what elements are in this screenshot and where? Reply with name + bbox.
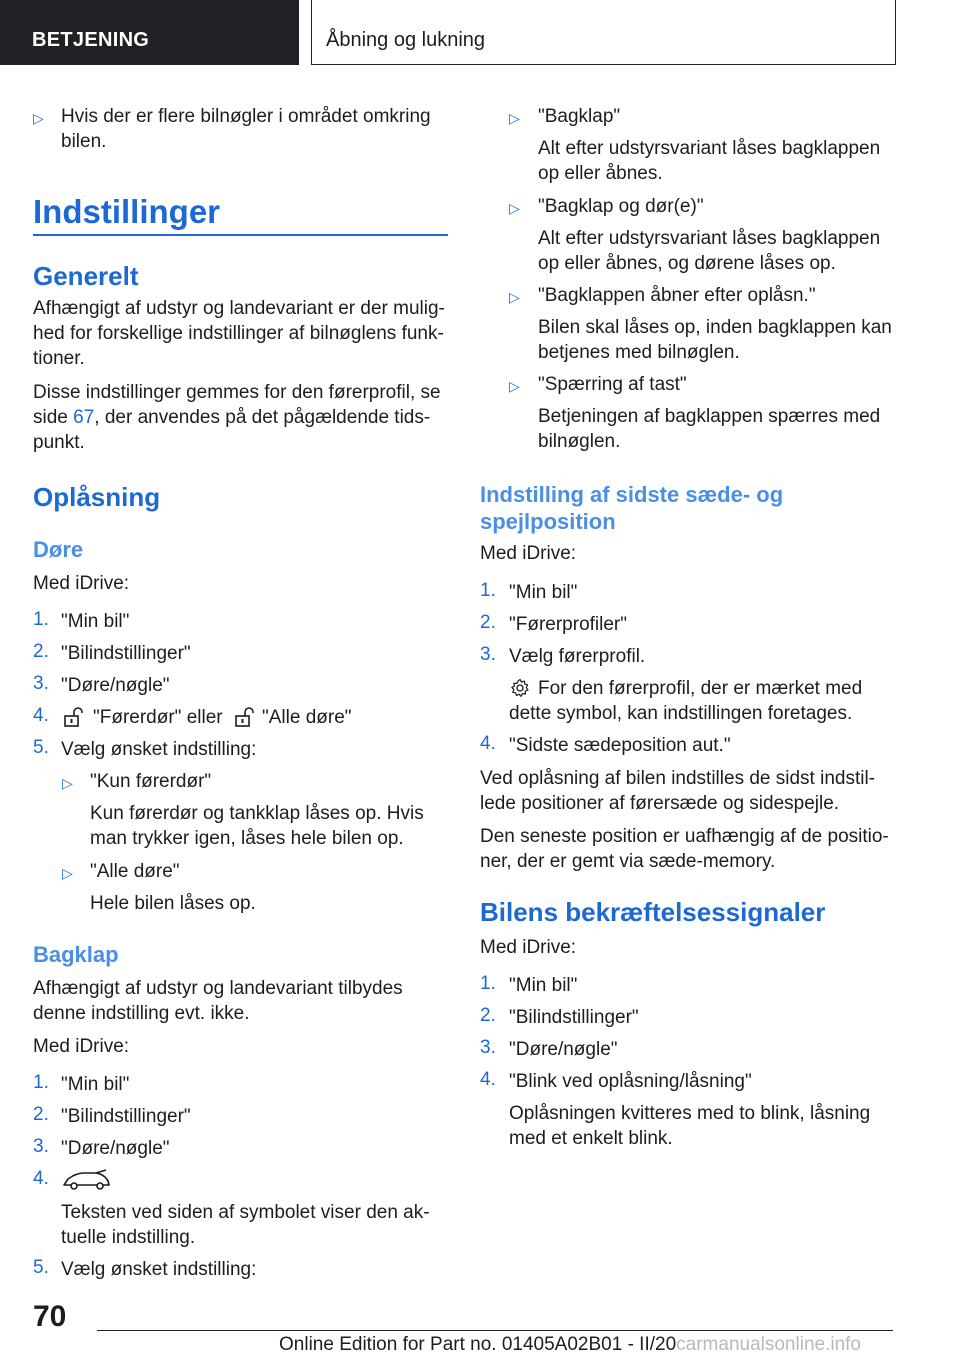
footer-rule	[97, 1330, 893, 1331]
paragraph-line: hed for forskellige indstillinger af bilnøglens funk-	[33, 323, 444, 344]
step-text: "Døre/nøgle"	[61, 675, 170, 696]
step-number: 1.	[480, 973, 496, 994]
unlock-door-icon	[62, 706, 84, 728]
heading-generelt: Generelt	[33, 261, 139, 291]
text: side	[33, 407, 74, 428]
triangle-icon: ▷	[509, 200, 520, 216]
option-desc: Betjeningen af bagklappen spærres med	[538, 406, 881, 427]
chapter-title: Åbning og lukning	[311, 0, 896, 65]
triangle-icon: ▷	[62, 775, 73, 791]
paragraph-line: Disse indstillinger gemmes for den førerprofil, se	[33, 382, 441, 403]
text: , der anvendes på det pågældende tids-	[94, 407, 431, 428]
med-idrive: Med iDrive:	[33, 1036, 130, 1057]
heading-dore: Døre	[33, 537, 84, 562]
section-tab: BETJENING	[0, 0, 299, 65]
med-idrive: Med iDrive:	[33, 573, 130, 594]
intro-bullet-line2: bilen.	[61, 131, 107, 152]
heading-saede	[480, 481, 783, 535]
step-text: "Førerprofiler"	[509, 614, 627, 635]
option-desc: Alt efter udstyrsvariant låses bagklappen	[538, 228, 881, 249]
option-desc: op eller åbnes.	[538, 163, 663, 184]
heading-indstillinger: Indstillinger	[33, 193, 221, 230]
option-title: "Spærring af tast"	[538, 374, 687, 395]
option-desc: man trykker igen, låses hele bilen op.	[90, 828, 404, 849]
step-number: 1.	[33, 1072, 49, 1093]
car-tailgate-icon	[62, 1168, 112, 1192]
option-desc: op eller åbnes, og dørene låses op.	[538, 253, 836, 274]
triangle-icon: ▷	[509, 378, 520, 394]
step-text: "Bilindstillinger"	[61, 1106, 191, 1127]
step-number: 2.	[33, 641, 49, 662]
triangle-icon: ▷	[33, 110, 44, 126]
footer-edition	[279, 1334, 861, 1356]
step-number: 1.	[33, 609, 49, 630]
step-text: "Min bil"	[509, 975, 578, 996]
paragraph-line: ner, der er gemt via sæde-memory.	[480, 851, 776, 872]
step-text: "Min bil"	[61, 1074, 130, 1095]
step-desc: Teksten ved siden af symbolet viser den ak-	[61, 1202, 430, 1223]
step-text: "Bilindstillinger"	[61, 643, 191, 664]
option-desc: Hele bilen låses op.	[90, 893, 256, 914]
option-title: "Alle døre"	[90, 861, 180, 882]
med-idrive: Med iDrive:	[480, 937, 577, 958]
paragraph-line: lede positioner af førersæde og sidespejle.	[480, 793, 840, 814]
option-desc: Alt efter udstyrsvariant låses bagklappen	[538, 138, 881, 159]
page-link-67[interactable]: 67	[73, 407, 95, 428]
step-number: 2.	[33, 1104, 49, 1125]
option-desc: Kun førerdør og tankklap låses op. Hvis	[90, 803, 424, 824]
option-title: "Bagklap og dør(e)"	[538, 196, 704, 217]
option-title: "Bagklappen åbner efter oplåsn."	[538, 285, 816, 306]
step-desc: med et enkelt blink.	[509, 1128, 673, 1149]
paragraph-line-with-link	[33, 405, 430, 430]
step-number: 4.	[33, 1168, 49, 1189]
heading-bagklap: Bagklap	[33, 942, 119, 967]
triangle-icon: ▷	[509, 289, 520, 305]
paragraph-line: Afhængigt af udstyr og landevariant er der mulig-	[33, 298, 445, 319]
intro-bullet-line1: Hvis der er flere bilnøgler i området omkring	[61, 106, 431, 127]
step-text: "Døre/nøgle"	[61, 1138, 170, 1159]
heading-bekraeftelsessignaler: Bilens bekræftelsessignaler	[480, 897, 826, 927]
heading-line: Indstilling af sidste sæde- og	[480, 482, 784, 507]
paragraph-line: Den seneste position er uafhængig af de positio-	[480, 826, 889, 847]
page-number: 70	[33, 1300, 67, 1333]
option-desc: betjenes med bilnøglen.	[538, 342, 740, 363]
option-title: "Bagklap"	[538, 106, 621, 127]
option-title: "Kun førerdør"	[90, 771, 212, 792]
watermark: carmanualsonline.info	[676, 1334, 861, 1355]
step-number: 4.	[480, 733, 496, 754]
step-text: Vælg ønsket indstilling:	[61, 1259, 257, 1280]
step-text: "Blink ved oplåsning/låsning"	[509, 1071, 752, 1092]
triangle-icon: ▷	[62, 865, 73, 881]
paragraph-line: tioner.	[33, 348, 85, 369]
step-text: "Min bil"	[509, 582, 578, 603]
step-text: Vælg ønsket indstilling:	[61, 739, 257, 760]
heading-oplasning: Oplåsning	[33, 482, 161, 512]
option-desc: bilnøglen.	[538, 431, 621, 452]
step-text: Vælg førerprofil.	[509, 646, 646, 667]
step-note: dette symbol, kan indstillingen foretages.	[509, 703, 853, 724]
step-number: 3.	[480, 644, 496, 665]
heading-rule	[33, 234, 448, 236]
settings-gear-icon	[510, 678, 530, 698]
step-number: 3.	[480, 1037, 496, 1058]
step-text: "Alle døre"	[262, 707, 352, 728]
step-number: 5.	[33, 737, 49, 758]
step-text: "Min bil"	[61, 611, 130, 632]
step-number: 2.	[480, 1005, 496, 1026]
heading-line: spejlposition	[480, 509, 616, 534]
unlock-door-icon	[233, 706, 255, 728]
paragraph-line: denne indstilling evt. ikke.	[33, 1003, 250, 1024]
step-text: "Førerdør" eller	[93, 707, 223, 728]
paragraph-line: punkt.	[33, 432, 85, 453]
med-idrive: Med iDrive:	[480, 543, 577, 564]
step-text: "Bilindstillinger"	[509, 1007, 639, 1028]
step-number: 1.	[480, 580, 496, 601]
option-desc: Bilen skal låses op, inden bagklappen kan	[538, 317, 892, 338]
step-text: "Sidste sædeposition aut."	[509, 735, 731, 756]
step-note: For den førerprofil, der er mærket med	[538, 678, 863, 699]
step-number: 4.	[33, 705, 49, 726]
edition-text: Online Edition for Part no. 01405A02B01 - II/20	[279, 1334, 677, 1355]
step-number: 2.	[480, 612, 496, 633]
step-number: 5.	[33, 1257, 49, 1278]
step-desc: tuelle indstilling.	[61, 1227, 196, 1248]
triangle-icon: ▷	[509, 110, 520, 126]
step-number: 3.	[33, 1136, 49, 1157]
paragraph-line: Afhængigt af udstyr og landevariant tilbydes	[33, 978, 403, 999]
step-text: "Døre/nøgle"	[509, 1039, 618, 1060]
paragraph-line: Ved oplåsning af bilen indstilles de sidst indstil-	[480, 768, 876, 789]
step-number: 3.	[33, 673, 49, 694]
step-desc: Oplåsningen kvitteres med to blink, låsning	[509, 1103, 871, 1124]
step-number: 4.	[480, 1069, 496, 1090]
